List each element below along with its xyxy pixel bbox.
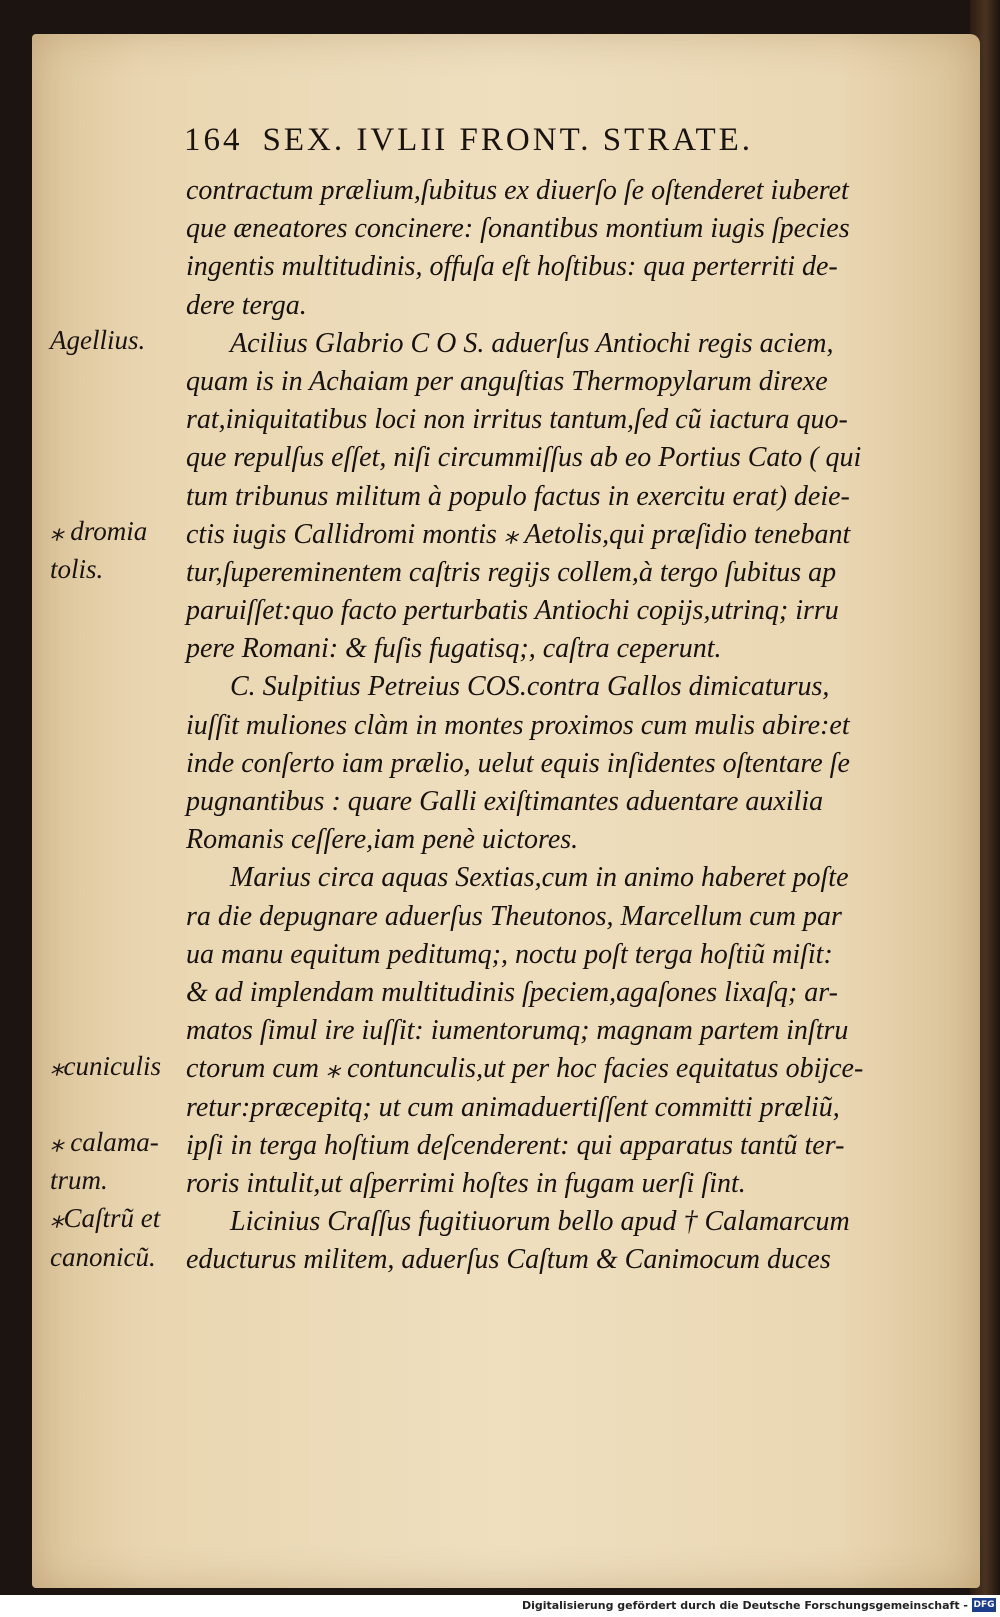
text-line: tum tribunus militum à populo factus in exercitu erat) deie- — [186, 480, 850, 512]
text-line: & ad implendam multitudinis ſpeciem,agaſones lixaſq; ar- — [186, 976, 838, 1008]
text-line: Marius circa aquas Sextias,cum in animo haberet poſte — [230, 862, 849, 894]
text-line: Licinius Craſſus fugitiuorum bello apud † Calamarcum — [230, 1206, 850, 1238]
main-text-block — [186, 172, 898, 1279]
text-line: que æneatores concinere: ſonantibus montium iugis ſpecies — [186, 213, 850, 245]
margin-note: trum. — [50, 1165, 108, 1196]
margin-note: ⁎ dromia — [50, 515, 148, 546]
text-line: roris intulit,ut aſperrimi hoſtes in fugam uerſi ſint. — [186, 1167, 746, 1199]
text-line: paruiſſet:quo facto perturbatis Antiochi copijs,utrinq; irru — [186, 595, 839, 627]
text-line: ipſi in terga hoſtium deſcenderent: qui apparatus tantũ ter- — [186, 1129, 845, 1161]
text-line: rat,iniquitatibus loci non irritus tantum,ſed cũ iactura quo- — [186, 404, 848, 436]
funding-credit: Digitalisierung gefördert durch die Deutsche Forschungsgemeinschaft - — [521, 1599, 968, 1612]
text-line: iuſſit muliones clàm in montes proximos cum mulis abire:et — [186, 709, 850, 741]
text-line: Romanis ceſſere,iam penè uictores. — [186, 824, 579, 856]
running-header — [184, 122, 904, 159]
text-line: ctorum cum ⁎ contunculis,ut per hoc facies equitatus obijce- — [186, 1053, 864, 1085]
margin-note: Agellius. — [50, 324, 146, 355]
text-line: matos ſimul ire iuſſit: iumentorumq; magnam partem inſtru — [186, 1015, 849, 1047]
text-line: tur,ſupereminentem caſtris regijs collem,à tergo ſubitus ap — [186, 556, 837, 588]
text-line: Acilius Glabrio C O S. aduerſus Antiochi regis aciem, — [230, 327, 834, 359]
text-line: pere Romani: & fuſis fugatisq;, caſtra ceperunt. — [186, 633, 722, 665]
dfg-logo: DFG — [973, 1600, 995, 1610]
margin-note: tolis. — [50, 554, 104, 584]
text-line: inde conſerto iam prælio, uelut equis inſidentes oſtentare ſe — [186, 747, 850, 779]
text-line: ua manu equitum peditumq;, noctu poſt terga hoſtiũ miſit: — [186, 938, 833, 970]
text-line: educturus militem, aduerſus Caſtum & Canimocum duces — [186, 1244, 831, 1276]
text-line: ra die depugnare aduerſus Theutonos, Marcellum cum par — [186, 900, 842, 932]
text-line: retur:præcepitq; ut cum animaduertiſſent committi præliũ, — [186, 1091, 840, 1123]
text-line: ctis iugis Callidromi montis ⁎ Aetolis,qui præſidio tenebant — [186, 518, 851, 550]
margin-note: canonicũ. — [50, 1241, 156, 1272]
running-title: SEX. IVLII FRONT. STRATE. — [262, 122, 754, 158]
text-line: que repulſus eſſet, niſi circummiſſus ab eo Portius Cato ( qui — [186, 442, 862, 474]
text-line: dere terga. — [186, 289, 307, 321]
margin-note: ⁎cuniculis — [50, 1050, 161, 1081]
text-line: contractum prælium,ſubitus ex diuerſo ſe oſtenderet iuberet — [186, 175, 849, 206]
margin-note: ⁎Caſtrũ et — [50, 1203, 161, 1234]
text-line: ingentis multitudinis, offuſa eſt hoſtibus: qua perterriti de- — [186, 251, 838, 283]
text-line: quam is in Achaiam per anguſtias Thermopylarum direxe — [186, 365, 828, 397]
text-line: C. Sulpitius Petreius COS.contra Gallos dimicaturus, — [230, 671, 830, 703]
page-number: 164 — [184, 122, 243, 158]
text-line: pugnantibus : quare Galli exiſtimantes aduentare auxilia — [186, 786, 824, 817]
margin-note: ⁎ calama- — [50, 1127, 159, 1157]
